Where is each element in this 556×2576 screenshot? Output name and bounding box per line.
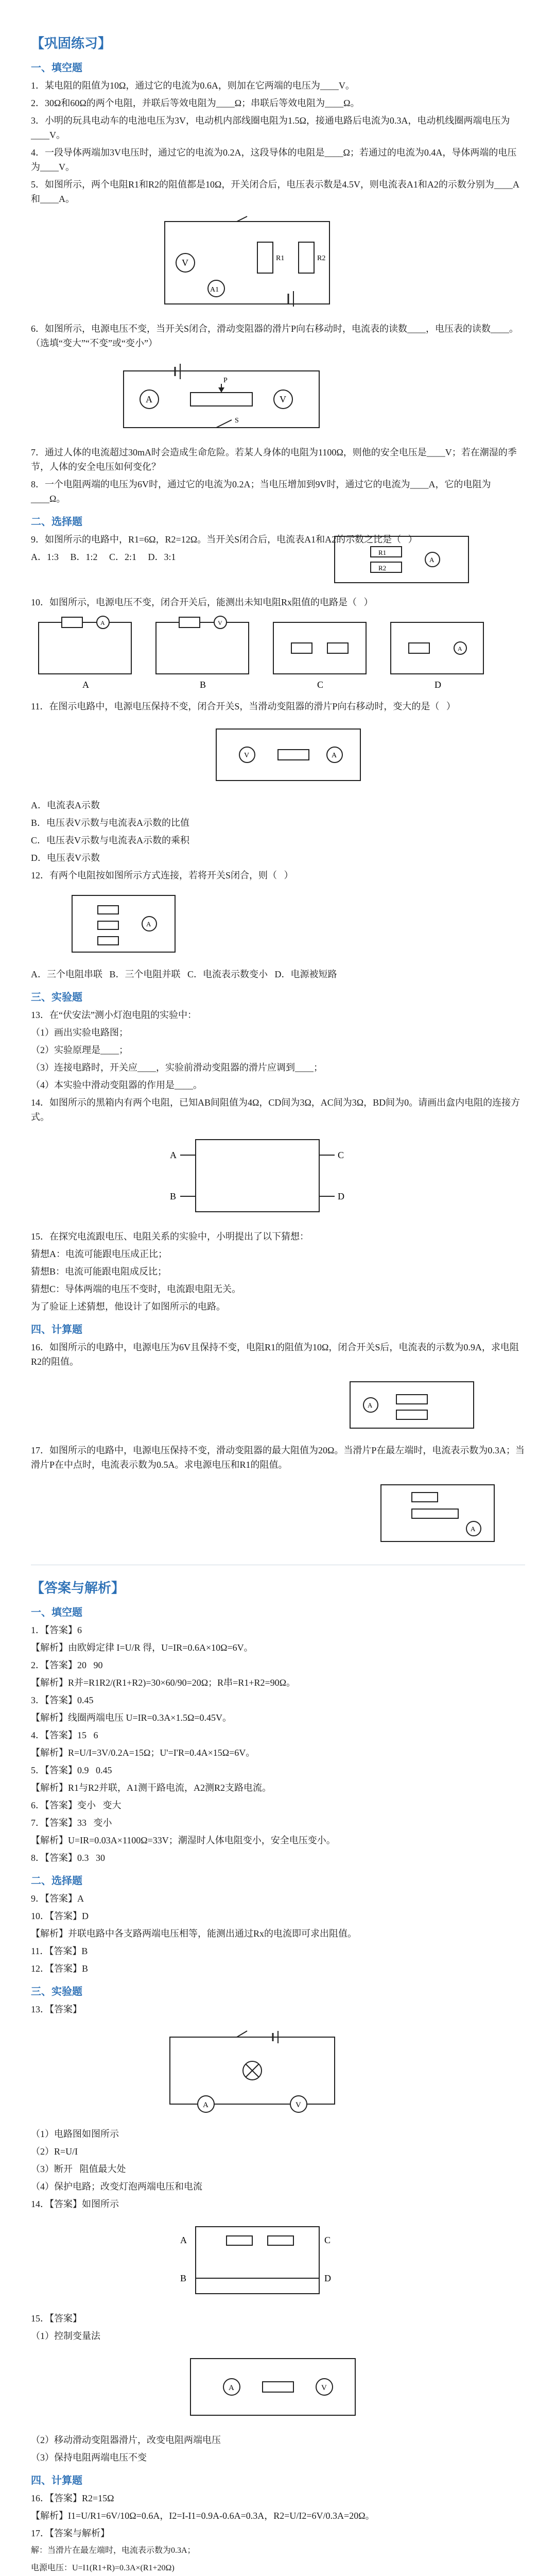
circuit-diagram-q17: [371, 1477, 505, 1549]
answer-item: （2）移动滑动变阻器滑片，改变电阻两端电压: [31, 2435, 221, 2445]
answer-item: 10．【答案】D: [31, 1911, 89, 1921]
exp-q15-a: 猜想A：电流可能跟电压成正比；: [31, 1249, 167, 1259]
svg-text:P: P: [223, 377, 228, 384]
svg-text:A: A: [458, 645, 462, 652]
answer-item: 12．【答案】B: [31, 1963, 89, 1974]
choice-q11: 11．在图示电路中，电源电压保持不变，闭合开关S，当滑动变阻器的滑片P向右移动时，变大的是（ ）: [31, 701, 456, 711]
circuit-diagram-q12: [62, 888, 196, 960]
svg-text:V: V: [182, 258, 188, 268]
blackbox-answer: [165, 2216, 350, 2304]
exp-q13-2: （2）实验原理是____；: [31, 1045, 128, 1055]
answer-item: 解：当滑片在最左端时，电流表示数为0.3A；: [31, 2546, 196, 2555]
svg-text:B: B: [200, 680, 206, 690]
section-fill-title: 一、填空题: [31, 62, 82, 74]
section-choice-title: 二、选择题: [31, 516, 82, 528]
svg-text:A: A: [170, 1150, 177, 1160]
answer-item: 【解析】由欧姆定律 I=U/R 得，U=IR=0.6A×10Ω=6V。: [31, 1642, 253, 1653]
circuit-diagram-q16: [340, 1374, 484, 1436]
svg-text:A: A: [146, 394, 152, 404]
answer-item: 14．【答案】如图所示: [31, 2199, 119, 2209]
exp-q14: 14．如图所示的黑箱内有两个电阻，已知AB间阻值为4Ω，CD间为3Ω，AC间为3Ω，BD间为0。请画出盒内电阻的连接方式。: [31, 1097, 520, 1122]
svg-text:C: C: [317, 680, 324, 690]
svg-text:A: A: [229, 2384, 234, 2392]
svg-text:V: V: [296, 2101, 301, 2109]
answer-item: 13．【答案】: [31, 2004, 82, 2014]
fill-q1: 1．某电阻的阻值为10Ω，通过它的电流为0.6A，则加在它两端的电压为____V。: [31, 80, 355, 91]
answer-item: 11．【答案】B: [31, 1946, 88, 1956]
answers-title: 【答案与解析】: [31, 1580, 125, 1596]
svg-text:A: A: [332, 752, 337, 759]
svg-text:A: A: [471, 1525, 476, 1533]
answer-item: 8．【答案】0.3 30: [31, 1853, 105, 1863]
svg-text:R2: R2: [378, 564, 387, 572]
answers-section-fill: 一、填空题: [31, 1607, 82, 1618]
answer-item: （1）电路图如图所示: [31, 2129, 119, 2139]
answer-item: 9．【答案】A: [31, 1893, 84, 1904]
svg-text:R1: R1: [378, 549, 387, 556]
calc-q16: 16．如图所示的电路中，电源电压为6V且保持不变，电阻R1的阻值为10Ω，闭合开关S后，电流表的示数为0.9A，求电阻R2的阻值。: [31, 1342, 519, 1367]
svg-text:A: A: [203, 2101, 208, 2109]
fill-q5: 5．如图所示，两个电阻R1和R2的阻值都是10Ω，开关闭合后，电压表示数是4.5V，则电流表A1和A2的示数分别为____A和____A。: [31, 179, 519, 204]
svg-text:R1: R1: [276, 255, 285, 262]
exp-q15-b: 猜想B：电流可能跟电阻成反比；: [31, 1266, 167, 1277]
svg-text:C: C: [338, 1150, 344, 1160]
choice-q9-options: A．1:3 B．1:2 C．2:1 D．3:1: [31, 552, 176, 562]
svg-text:S: S: [235, 417, 239, 425]
exp-q15: 15．在探究电流跟电压、电阻关系的实验中，小明提出了以下猜想：: [31, 1231, 309, 1242]
figure-q11-circuit: [206, 719, 525, 791]
figure-q17-circuit: [371, 1477, 525, 1549]
circuit-diagram-q11: [206, 719, 371, 791]
fill-q4: 4．一段导体两端加3V电压时，通过它的电流为0.2A，这段导体的电阻是____Ω；若通过的电流为0.4A，导体两端的电压为____V。: [31, 147, 517, 172]
exp-q13-3: （3）连接电路时，开关应____，实验前滑动变阻器的滑片应调到____；: [31, 1062, 323, 1073]
figure-answer15-circuit: [175, 2348, 525, 2426]
fill-q8: 8．一个电阻两端的电压为6V时，通过它的电流为0.2A；当电压增加到9V时，通过它的电流为____A，它的电阻为____Ω。: [31, 479, 491, 504]
answers-section-experiment: 三、实验题: [31, 1986, 82, 1997]
svg-text:B: B: [170, 1191, 177, 1201]
answer-item: 1．【答案】6: [31, 1625, 82, 1635]
figure-q10-options: [31, 615, 525, 692]
answer-item: 16．【答案】R2=15Ω: [31, 2493, 114, 2503]
choice-q11-opt-c: C．电压表V示数与电流表A示数的乘积: [31, 835, 190, 845]
svg-text:B: B: [180, 2273, 187, 2283]
answer-item: （1）控制变量法: [31, 2331, 100, 2341]
svg-text:A: A: [429, 556, 435, 564]
fill-q7: 7．通过人体的电流超过30mA时会造成生命危险。若某人身体的电阻为1100Ω，则他的安全电压是____V；若在潮湿的季节，人体的安全电压如何变化？: [31, 447, 517, 472]
answer-item: 电源电压：U=I1(R1+R)=0.3A×(R1+20Ω): [31, 2564, 175, 2572]
svg-text:D: D: [324, 2273, 331, 2283]
figure-answer13-circuit: [154, 2022, 525, 2120]
answer-item: 【解析】R=U/I=3V/0.2A=15Ω；U'=I'R=0.4A×15Ω=6V。: [31, 1748, 255, 1758]
answer-item: 【解析】I1=U/R1=6V/10Ω=0.6A，I2=I-I1=0.9A-0.6A=0.3A，R2=U/I2=6V/0.3A=20Ω。: [31, 2511, 375, 2521]
answer-item: （4）保护电路；改变灯泡两端电压和电流: [31, 2181, 202, 2192]
answers-section-calc: 四、计算题: [31, 2475, 82, 2486]
svg-text:A1: A1: [210, 286, 219, 294]
calc-q17: 17．如图所示的电路中，电源电压保持不变，滑动变阻器的最大阻值为20Ω。当滑片P在最左端时，电流表示数为0.3A；当滑片P在中点时，电流表示数为0.5A。求电源电压和R1的阻值。: [31, 1445, 525, 1470]
svg-text:A: A: [368, 1401, 373, 1409]
choice-q12-options: A．三个电阻串联 B．三个电阻并联 C．电流表示数变小 D．电源被短路: [31, 969, 337, 979]
svg-text:A: A: [180, 2235, 187, 2245]
worksheet-title: 【巩固练习】: [31, 36, 112, 51]
exp-q13-4: （4）本实验中滑动变阻器的作用是____。: [31, 1080, 202, 1090]
choice-q11-opt-d: D．电压表V示数: [31, 853, 100, 863]
circuit-option-b: [148, 615, 256, 692]
exp-q13: 13．在“伏安法”测小灯泡电阻的实验中：: [31, 1010, 197, 1020]
circuit-option-a: [31, 615, 139, 692]
circuit-option-d: [383, 615, 491, 692]
answer-item: 17．【答案与解析】: [31, 2528, 110, 2538]
answer-item: 【解析】R1与R2并联，A1测干路电流，A2测R2支路电流。: [31, 1783, 272, 1793]
answer-item: 7．【答案】33 变小: [31, 1818, 112, 1828]
circuit-diagram-q5: [154, 211, 340, 314]
answer-item: 【解析】并联电路中各支路两端电压相等，能测出通过Rx的电流即可求出阻值。: [31, 1928, 357, 1939]
section-calc-title: 四、计算题: [31, 1324, 82, 1335]
svg-text:D: D: [338, 1191, 344, 1201]
figure-q5-circuit: [154, 211, 525, 314]
svg-text:V: V: [280, 394, 286, 404]
section-experiment-title: 三、实验题: [31, 992, 82, 1003]
circuit-option-c: [266, 615, 374, 692]
fill-q6: 6．如图所示，电源电压不变，当开关S闭合，滑动变阻器的滑片P向右移动时，电流表的读数____，电压表的读数____。（选填“变大”“不变”或“变小”）: [31, 324, 519, 348]
svg-text:V: V: [244, 752, 250, 759]
choice-q10: 10．如图所示，电源电压不变，闭合开关后，能测出未知电阻Rx阻值的电路是（ ）: [31, 597, 373, 607]
exp-q13-1: （1）画出实验电路图；: [31, 1027, 128, 1038]
answer-item: 5．【答案】0.9 0.45: [31, 1765, 112, 1775]
exp-q15-d: 为了验证上述猜想，他设计了如图所示的电路。: [31, 1301, 225, 1312]
fill-q2: 2．30Ω和60Ω的两个电阻，并联后等效电阻为____Ω；串联后等效电阻为____Ω。: [31, 98, 360, 108]
circuit-answer15: [175, 2348, 371, 2426]
fill-q3: 3．小明的玩具电动车的电池电压为3V，电动机内部线圈电阻为1.5Ω，接通电路后电流为0.3A，电动机线圈两端电压为____V。: [31, 115, 510, 140]
answer-item: 6．【答案】变小 变大: [31, 1800, 121, 1810]
figure-answer14-blackbox: [165, 2216, 525, 2304]
answer-item: 【解析】R并=R1R2/(R1+R2)=30×60/90=20Ω；R串=R1+R2=90Ω。: [31, 1677, 296, 1688]
answer-item: 【解析】线圈两端电压 U=IR=0.3A×1.5Ω=0.45V。: [31, 1713, 232, 1723]
figure-q12-circuit: [62, 888, 525, 960]
svg-text:C: C: [324, 2235, 331, 2245]
circuit-diagram-q6: [113, 355, 329, 438]
answer-item: 15．【答案】: [31, 2313, 82, 2324]
circuit-answer13: [154, 2022, 350, 2120]
choice-q11-opt-a: A．电流表A示数: [31, 800, 100, 810]
svg-text:R2: R2: [317, 255, 326, 262]
svg-text:D: D: [435, 680, 441, 690]
answer-item: 3．【答案】0.45: [31, 1695, 94, 1705]
figure-q14-blackbox: [165, 1129, 525, 1222]
svg-text:V: V: [218, 619, 222, 626]
answer-item: 4．【答案】15 6: [31, 1730, 98, 1740]
answer-item: （2）R=U/I: [31, 2146, 78, 2157]
answer-item: （3）断开 阻值最大处: [31, 2164, 126, 2174]
choice-q12: 12．有两个电阻按如图所示方式连接，若将开关S闭合，则（ ）: [31, 870, 293, 880]
exp-q15-c: 猜想C：导体两端的电压不变时，电流跟电阻无关。: [31, 1284, 241, 1294]
figure-q16-circuit: [340, 1374, 525, 1436]
choice-q9: 9．如图所示的电路中，R1=6Ω，R2=12Ω。当开关S闭合后，电流表A1和A2的示数之比是（ ）: [31, 534, 418, 545]
blackbox-diagram: [165, 1129, 350, 1222]
choice-q11-opt-b: B．电压表V示数与电流表A示数的比值: [31, 818, 190, 828]
svg-text:A: A: [146, 920, 151, 928]
answer-item: 【解析】U=IR=0.03A×1100Ω=33V；潮湿时人体电阻变小，安全电压变小。: [31, 1835, 336, 1845]
svg-text:A: A: [100, 619, 105, 626]
svg-text:A: A: [82, 680, 89, 690]
figure-q6-circuit: [113, 355, 525, 438]
svg-text:V: V: [321, 2384, 327, 2392]
answer-item: 2．【答案】20 90: [31, 1660, 103, 1670]
answer-item: （3）保持电阻两端电压不变: [31, 2452, 147, 2463]
answers-section-choice: 二、选择题: [31, 1875, 82, 1887]
